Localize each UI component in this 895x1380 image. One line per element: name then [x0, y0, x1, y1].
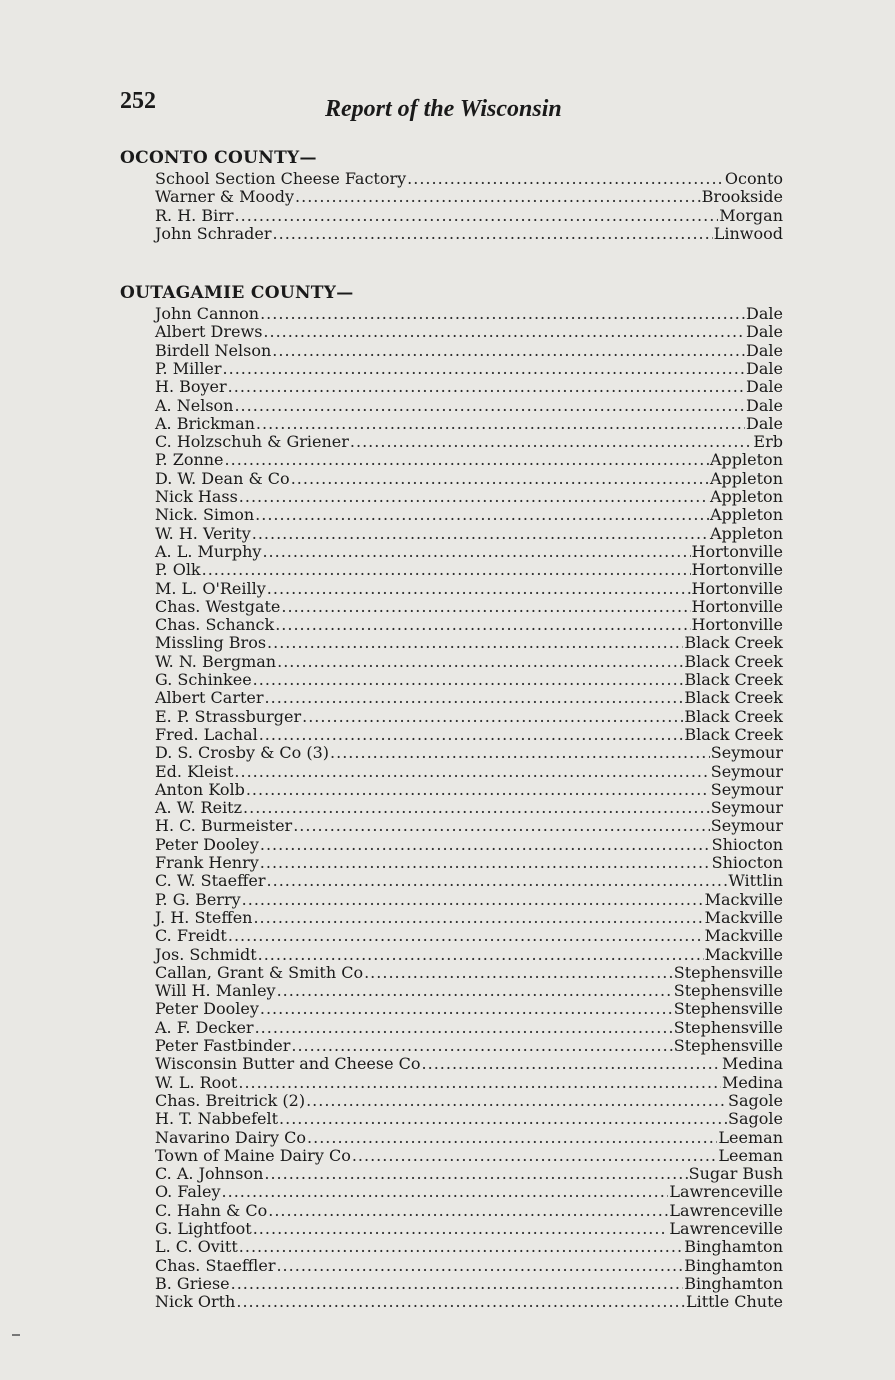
dot-leader — [236, 1293, 685, 1311]
list-item — [155, 689, 783, 707]
county-heading-oconto: OCONTO COUNTY— — [120, 148, 317, 168]
dot-leader — [265, 689, 684, 707]
list-item — [155, 909, 783, 927]
list-item — [155, 1110, 783, 1128]
dot-leader — [228, 927, 704, 945]
entry-name: Wisconsin Butter and Cheese Co — [155, 1054, 421, 1074]
list-item — [155, 470, 783, 488]
entry-name: C. A. Johnson — [155, 1164, 264, 1184]
list-item — [155, 170, 783, 188]
list-item — [155, 781, 783, 799]
list-item — [155, 225, 783, 243]
dot-leader — [307, 1129, 717, 1147]
entry-place: Mackville — [704, 889, 783, 909]
entry-name: E. P. Strassburger — [155, 706, 302, 726]
list-item — [155, 598, 783, 616]
list-item — [155, 397, 783, 415]
entry-place: Stephensville — [673, 962, 783, 982]
entry-name: Peter Fastbinder — [155, 1036, 291, 1055]
entry-place: Seymour — [710, 779, 783, 799]
entry-name: M. L. O'Reilly — [155, 578, 266, 598]
list-item — [155, 817, 783, 835]
dot-leader — [263, 323, 745, 341]
entry-name: H. T. Nabbefelt — [155, 1109, 279, 1129]
entry-name: G. Schinkee — [155, 670, 252, 689]
dot-leader — [255, 1019, 673, 1037]
entry-name: Frank Henry — [155, 853, 259, 872]
entry-place: Stephensville — [673, 981, 783, 1001]
entry-place: Leeman — [718, 1145, 783, 1165]
dot-leader — [267, 872, 728, 890]
entry-name: Chas. Westgate — [155, 596, 281, 616]
entry-place: Dale — [746, 395, 783, 415]
entry-name: A. Brickman — [155, 413, 255, 433]
dot-leader — [260, 854, 711, 872]
entry-name: Missling Bros — [155, 633, 267, 653]
dot-leader — [259, 726, 684, 744]
entry-place: Erb — [753, 432, 783, 452]
dot-leader — [273, 225, 713, 243]
list-item — [155, 1074, 783, 1092]
entry-place: Medina — [721, 1054, 783, 1074]
dot-leader — [275, 616, 690, 634]
entry-place: Black Creek — [684, 688, 783, 708]
entry-name: D. S. Crosby & Co (3) — [155, 743, 330, 763]
entry-name: W. H. Verity — [155, 523, 251, 543]
entry-name: Chas. Schanck — [155, 615, 275, 635]
entry-place: Dale — [746, 304, 783, 323]
entry-place: Sagole — [728, 1109, 783, 1129]
entry-name: Jos. Schmidt — [155, 944, 257, 964]
dot-leader — [228, 378, 745, 396]
list-item — [155, 708, 783, 726]
entry-name: W. L. Root — [155, 1072, 238, 1092]
list-item — [155, 360, 783, 378]
dot-leader — [277, 982, 673, 1000]
list-item — [155, 1000, 783, 1018]
entry-name: Birdell Nelson — [155, 340, 272, 360]
list-item — [155, 525, 783, 543]
list-item — [155, 207, 783, 225]
list-item — [155, 1019, 783, 1037]
dot-leader — [252, 525, 709, 543]
entry-name: L. C. Ovitt — [155, 1237, 238, 1257]
entry-place: Dale — [746, 413, 783, 433]
dot-leader — [306, 1092, 727, 1110]
list-item — [155, 927, 783, 945]
dot-leader — [279, 1110, 727, 1128]
list-item — [155, 671, 783, 689]
list-item — [155, 580, 783, 598]
entry-name: P. G. Berry — [155, 889, 241, 909]
dot-leader — [202, 561, 691, 579]
page-edge-mark — [12, 1334, 20, 1336]
dot-leader — [253, 909, 703, 927]
list-item — [155, 506, 783, 524]
entry-place: Stephensville — [673, 999, 783, 1019]
running-title: Report of the Wisconsin — [325, 96, 562, 122]
dot-leader — [243, 799, 710, 817]
dot-leader — [253, 1220, 669, 1238]
entry-place: Dale — [746, 322, 783, 342]
entry-name: Warner & Moody — [155, 187, 295, 207]
entry-name: Town of Maine Dairy Co — [155, 1145, 351, 1165]
dot-leader — [272, 342, 745, 360]
entry-place: Dale — [746, 377, 783, 397]
entry-place: Shiocton — [711, 853, 783, 872]
list-item — [155, 1257, 783, 1275]
entry-name: C. Hahn & Co — [155, 1200, 268, 1220]
entry-name: C. W. Staeffer — [155, 871, 266, 891]
list-item — [155, 415, 783, 433]
list-item — [155, 982, 783, 1000]
entry-name: Ed. Kleist — [155, 761, 234, 781]
dot-leader — [239, 1238, 683, 1256]
list-item — [155, 726, 783, 744]
dot-leader — [260, 836, 711, 854]
entry-place: Binghamton — [684, 1237, 783, 1257]
dot-leader — [239, 488, 709, 506]
entry-place: Mackville — [704, 926, 783, 946]
dot-leader — [302, 708, 683, 726]
entry-place: Black Creek — [684, 706, 783, 726]
list-item — [155, 872, 783, 890]
dot-leader — [223, 360, 746, 378]
dot-leader — [260, 1000, 673, 1018]
list-item — [155, 342, 783, 360]
dot-leader — [291, 470, 709, 488]
entry-place: Sugar Bush — [688, 1164, 783, 1184]
entry-name: J. H. Steffen — [155, 907, 253, 927]
entry-place: Appleton — [710, 450, 783, 470]
entry-place: Appleton — [710, 523, 783, 543]
dot-leader — [253, 671, 684, 689]
list-item — [155, 1165, 783, 1183]
list-item — [155, 433, 783, 451]
entry-name: C. Freidt — [155, 926, 227, 946]
entry-place: Appleton — [710, 487, 783, 506]
entry-place: Stephensville — [673, 1036, 783, 1055]
dot-leader — [267, 634, 683, 652]
list-item — [155, 1238, 783, 1256]
dot-leader — [225, 451, 709, 469]
entry-name: P. Miller — [155, 358, 222, 378]
dot-leader — [238, 1074, 721, 1092]
list-item — [155, 561, 783, 579]
entry-name: Albert Carter — [155, 688, 264, 708]
entry-place: Binghamton — [684, 1255, 783, 1275]
list-item — [155, 305, 783, 323]
entry-place: Black Creek — [684, 651, 783, 671]
entry-name: D. W. Dean & Co — [155, 468, 290, 488]
dot-leader — [407, 170, 724, 188]
entry-place: Lawrenceville — [669, 1200, 783, 1220]
entry-name: John Schrader — [155, 223, 272, 243]
entry-name: Chas. Breitrick (2) — [155, 1090, 306, 1110]
entry-place: Binghamton — [684, 1273, 783, 1293]
list-item — [155, 946, 783, 964]
entry-place: Lawrenceville — [669, 1182, 783, 1202]
list-item — [155, 964, 783, 982]
entry-name: Albert Drews — [155, 322, 263, 342]
list-item — [155, 1275, 783, 1293]
list-item — [155, 488, 783, 506]
entry-name: Fred. Lachal — [155, 724, 258, 744]
entry-name: W. N. Bergman — [155, 651, 277, 671]
county-heading-outagamie: OUTAGAMIE COUNTY— — [120, 283, 354, 303]
entry-name: A. Nelson — [155, 395, 234, 415]
entry-place: Hortonville — [691, 615, 783, 635]
list-item — [155, 634, 783, 652]
entry-name: School Section Cheese Factory — [155, 169, 407, 188]
dot-leader — [235, 207, 719, 225]
list-item — [155, 451, 783, 469]
entry-place: Hortonville — [691, 596, 783, 616]
dot-leader — [277, 653, 683, 671]
entry-place: Dale — [746, 358, 783, 378]
entry-place: Linwood — [713, 223, 783, 243]
list-item — [155, 891, 783, 909]
list-item — [155, 1147, 783, 1165]
dot-leader — [242, 891, 704, 909]
entry-name: Anton Kolb — [155, 779, 245, 799]
list-item — [155, 1037, 783, 1055]
entry-name: A. L. Murphy — [155, 541, 262, 561]
entry-place: Dale — [746, 340, 783, 360]
entry-name: Nick Hass — [155, 487, 238, 506]
entry-place: Oconto — [724, 169, 783, 188]
page-number: 252 — [120, 88, 156, 114]
entry-place: Sagole — [728, 1090, 783, 1110]
list-item — [155, 1220, 783, 1238]
list-item — [155, 653, 783, 671]
entry-place: Mackville — [704, 907, 783, 927]
list-item — [155, 188, 783, 206]
entry-place: Morgan — [719, 205, 783, 225]
dot-leader — [268, 1202, 668, 1220]
entry-place: Hortonville — [691, 578, 783, 598]
dot-leader — [246, 781, 710, 799]
entry-place: Seymour — [710, 761, 783, 781]
list-item — [155, 836, 783, 854]
entry-name: A. F. Decker — [155, 1017, 254, 1037]
list-item — [155, 763, 783, 781]
entry-name: O. Faley — [155, 1182, 221, 1202]
entry-name: C. Holzschuh & Griener — [155, 432, 349, 452]
list-item — [155, 323, 783, 341]
list-item — [155, 1183, 783, 1201]
entry-name: B. Griese — [155, 1273, 230, 1293]
dot-leader — [352, 1147, 718, 1165]
entry-place: Hortonville — [691, 560, 783, 580]
dot-leader — [258, 946, 704, 964]
entry-name: Callan, Grant & Smith Co — [155, 962, 364, 982]
entry-place: Black Creek — [684, 670, 783, 689]
dot-leader — [295, 188, 701, 206]
list-item — [155, 543, 783, 561]
entry-place: Little Chute — [685, 1292, 783, 1312]
dot-leader — [222, 1183, 669, 1201]
entry-place: Mackville — [704, 944, 783, 964]
dot-leader — [256, 415, 745, 433]
dot-leader — [364, 964, 673, 982]
entry-name: Peter Dooley — [155, 999, 259, 1019]
entry-place: Shiocton — [711, 834, 783, 854]
entry-place: Appleton — [710, 468, 783, 488]
dot-leader — [231, 1275, 684, 1293]
dot-leader — [422, 1055, 721, 1073]
entry-name: R. H. Birr — [155, 205, 234, 225]
dot-leader — [267, 580, 691, 598]
dot-leader — [264, 1165, 687, 1183]
entry-place: Appleton — [710, 505, 783, 525]
entry-name: John Cannon — [155, 304, 260, 323]
entry-name: Nick. Simon — [155, 505, 255, 525]
entry-name: H. C. Burmeister — [155, 816, 293, 836]
dot-leader — [262, 543, 690, 561]
dot-leader — [350, 433, 753, 451]
entry-name: Chas. Staeffler — [155, 1255, 276, 1275]
list-item — [155, 1129, 783, 1147]
list-item — [155, 854, 783, 872]
entry-name: Nick Orth — [155, 1292, 236, 1312]
entry-name: Peter Dooley — [155, 834, 259, 854]
entry-place: Hortonville — [691, 541, 783, 561]
entry-place: Stephensville — [673, 1017, 783, 1037]
list-item — [155, 1202, 783, 1220]
list-item — [155, 1092, 783, 1110]
list-item — [155, 799, 783, 817]
dot-leader — [281, 598, 690, 616]
dot-leader — [330, 744, 710, 762]
list-item — [155, 1055, 783, 1073]
entry-name: A. W. Reitz — [155, 798, 243, 818]
list-item — [155, 616, 783, 634]
entry-name: H. Boyer — [155, 377, 227, 397]
entry-place: Black Creek — [684, 724, 783, 744]
dot-leader — [276, 1257, 683, 1275]
entry-place: Seymour — [710, 798, 783, 818]
entry-place: Wittlin — [728, 871, 783, 891]
entry-place: Black Creek — [684, 633, 783, 653]
entry-place: Seymour — [710, 816, 783, 836]
dot-leader — [234, 397, 745, 415]
entry-name: Navarino Dairy Co — [155, 1127, 307, 1147]
dot-leader — [234, 763, 709, 781]
dot-leader — [291, 1037, 672, 1055]
entry-name: Will H. Manley — [155, 981, 276, 1001]
dot-leader — [293, 817, 710, 835]
entry-name: G. Lightfoot — [155, 1219, 252, 1238]
entry-place: Medina — [721, 1072, 783, 1092]
entry-name: P. Olk — [155, 560, 201, 580]
entry-place: Seymour — [710, 743, 783, 763]
entry-place: Lawrenceville — [669, 1219, 783, 1238]
list-item — [155, 378, 783, 396]
list-item — [155, 744, 783, 762]
dot-leader — [255, 506, 709, 524]
entry-place: Brookside — [701, 187, 783, 207]
entry-name: P. Zonne — [155, 450, 224, 470]
list-item — [155, 1293, 783, 1311]
dot-leader — [260, 305, 745, 323]
entry-place: Leeman — [718, 1127, 783, 1147]
